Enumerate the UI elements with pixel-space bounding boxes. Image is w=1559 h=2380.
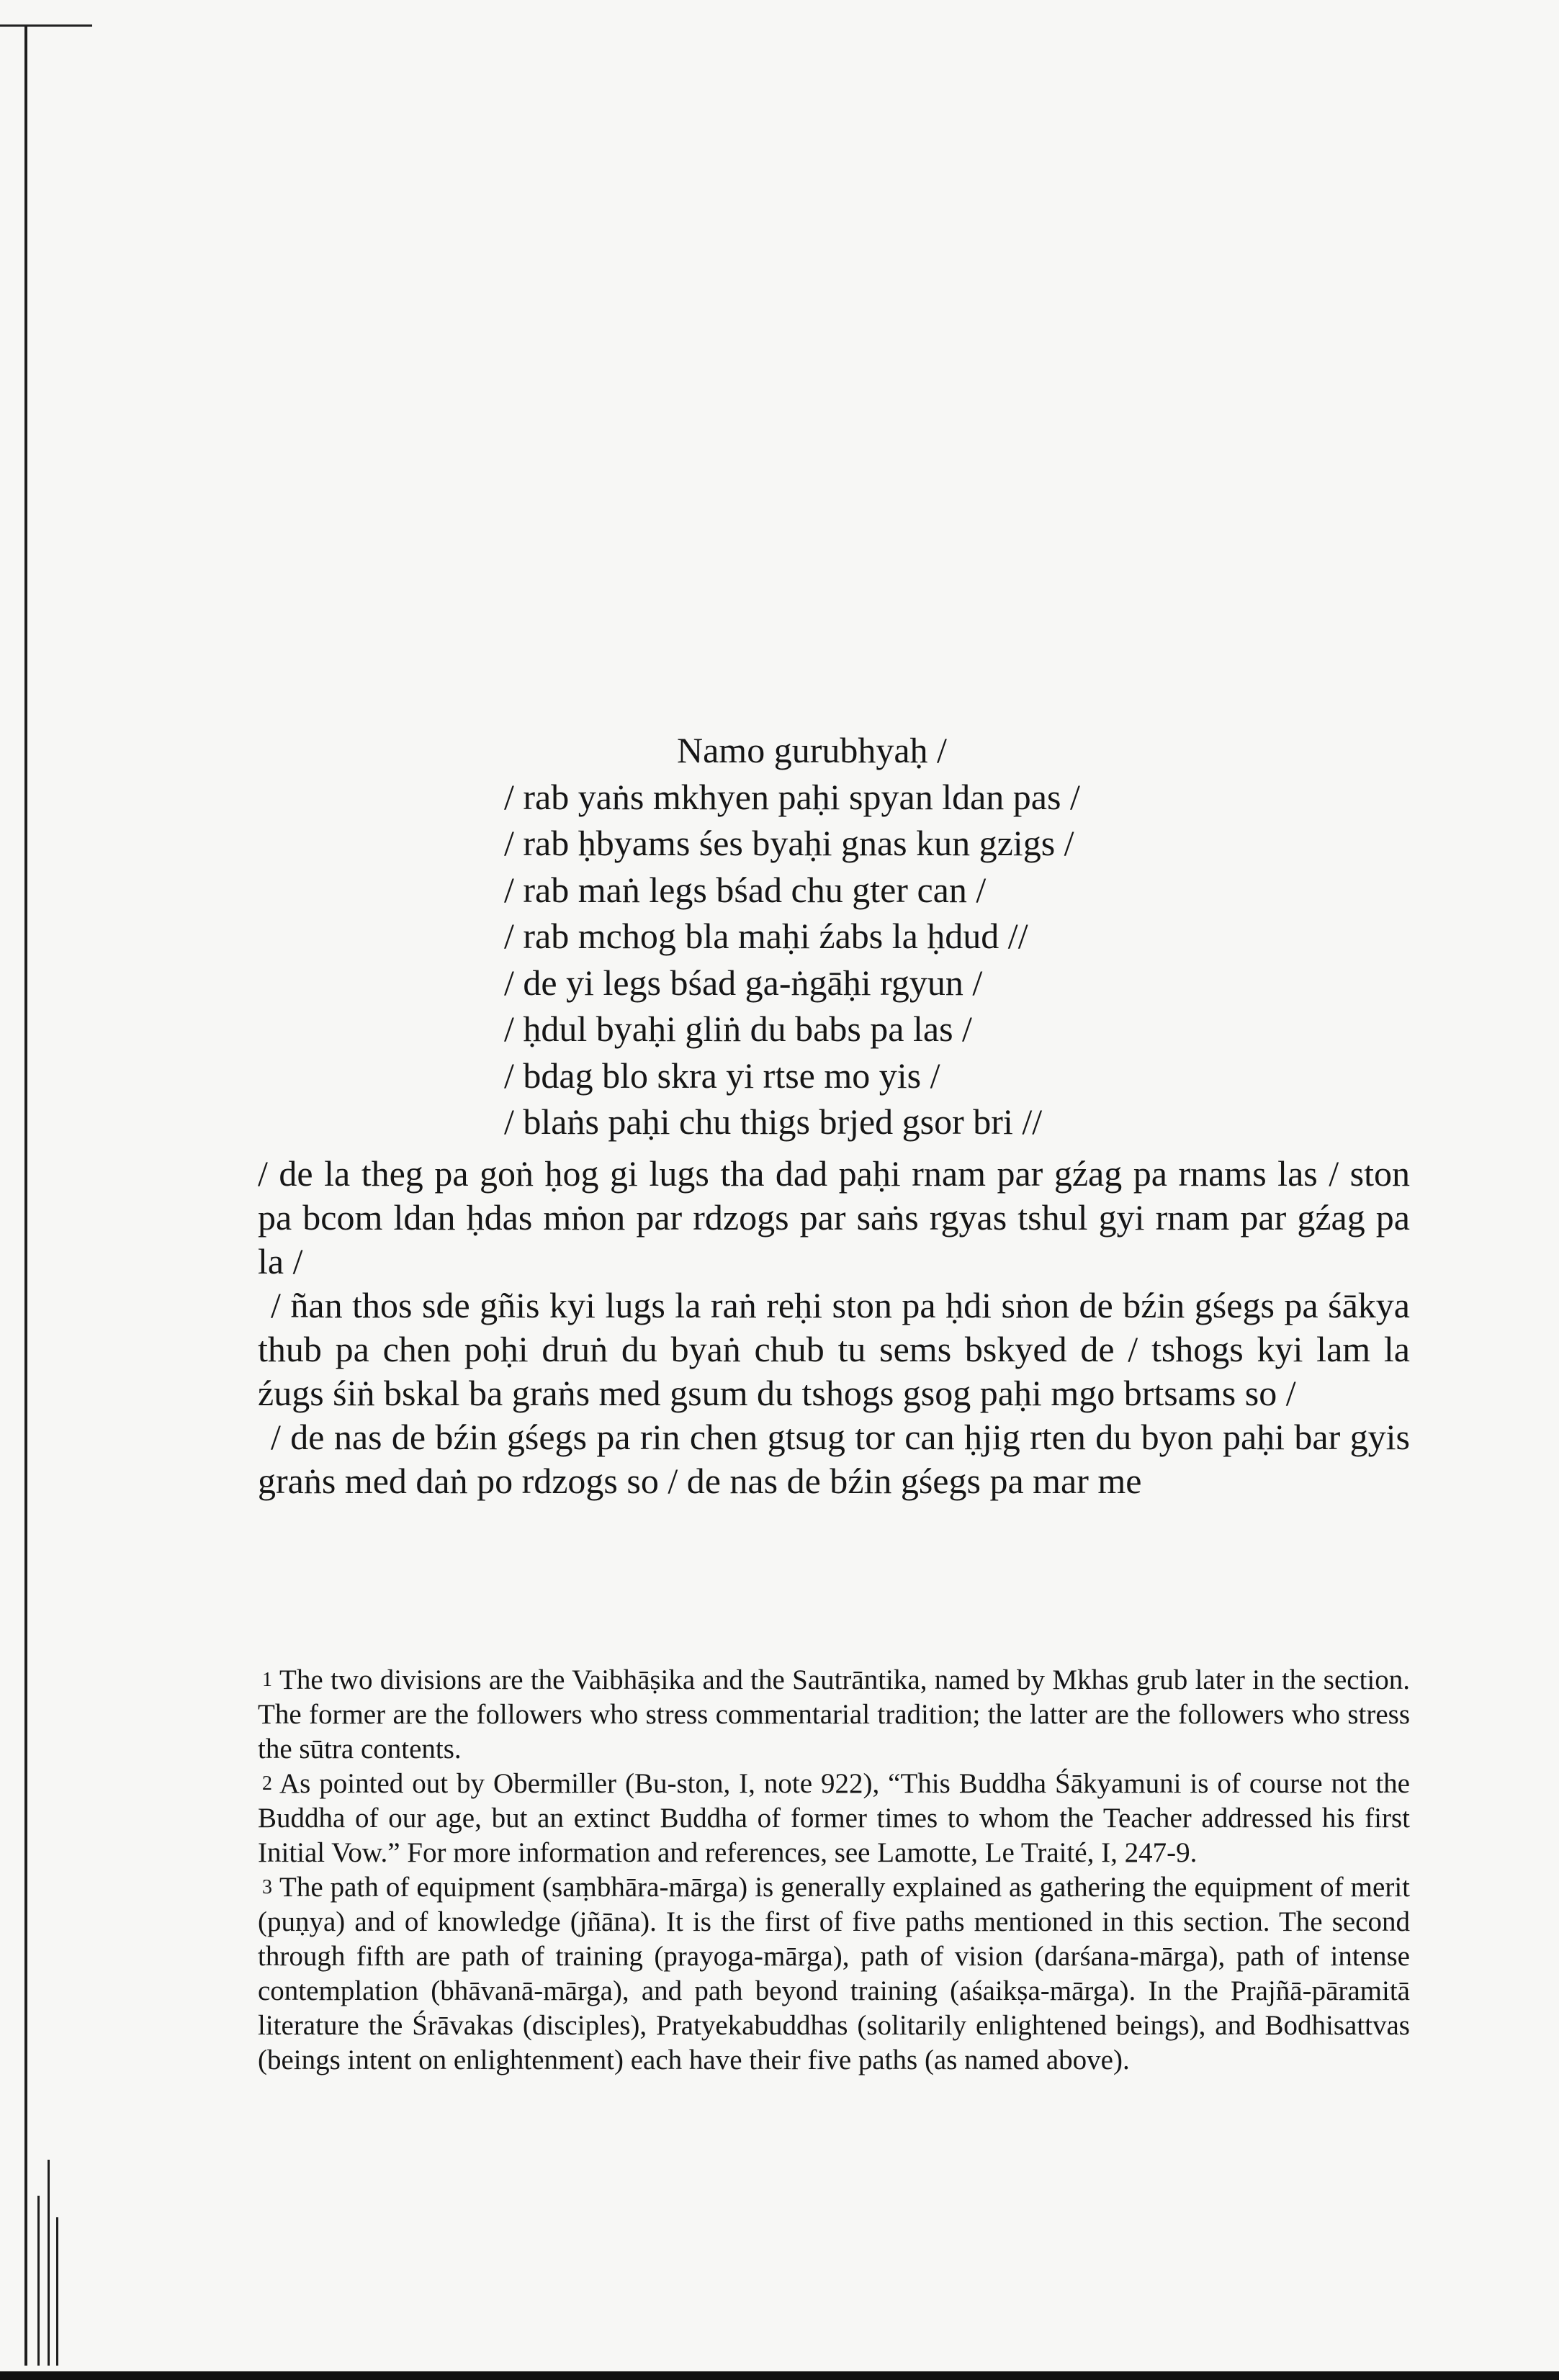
footnote-text: As pointed out by Obermiller (Bu-ston, I, note 922), “This Buddha Śākyamuni is of course not the Buddha of our age, but an extinct Buddha of former times to whom the Teacher addressed his first Initial Vow.” For more information and references, see Lamotte, Le Traité, I, 247-9. xyxy=(258,1768,1410,1868)
page-edge-rule xyxy=(0,24,92,27)
verse-line: / bdag blo skra yi rtse mo yis / xyxy=(504,1055,940,1096)
verse-line: / rab ḥbyams śes byaḥi gnas kun gzigs / xyxy=(504,823,1074,863)
footnote-marker: 3 xyxy=(262,1876,272,1898)
prose-paragraph: / ñan thos sde gñis kyi lugs la raṅ reḥi ston pa ḥdi sṅon de bźin gśegs pa śākya thub pa chen poḥi druṅ du byaṅ chub tu sems bskyed de / tshogs kyi lam la źugs śiṅ bskal ba graṅs med gsum du tshogs gsog paḥi mgo brtsams so / xyxy=(258,1285,1410,1413)
footnote-text: The path of equipment (saṃbhāra-mārga) is generally explained as gathering the equipment of merit (puṇya) and of knowledge (jñāna). It is the first of five paths mentioned in this section. The second through fifth are path of training (prayoga-mārga), path of vision (darśana-mārga), path of intense contemplation (bhāvanā-mārga), and path beyond training (aśaikṣa-mārga). In the Prajñā-pāramitā literature the Śrāvakas (disciples), Pratyekabuddhas (solitarily enlightened beings), and Bodhisattvas (beings intent on enlightenment) each have their five paths (as named above). xyxy=(258,1872,1410,2075)
footnote-text: The two divisions are the Vaibhāṣika and the Sautrāntika, named by Mkhas grub later in the section. The former are the followers who stress commentarial tradition; the latter are the followers who stress the sūtra contents. xyxy=(258,1664,1410,1764)
verse-line: / rab yaṅs mkhyen paḥi spyan ldan pas / xyxy=(504,776,1080,817)
footnote-marker: 2 xyxy=(262,1772,272,1795)
scan-bottom-border xyxy=(0,2371,1559,2380)
verse-line: / ḥdul byaḥi gliṅ du babs pa las / xyxy=(504,1009,972,1049)
verse-line: / de yi legs bśad ga-ṅgāḥi rgyun / xyxy=(504,962,983,1003)
prose-paragraph: / de nas de bźin gśegs pa rin chen gtsug tor can ḥjig rten du byon paḥi bar gyis graṅs med daṅ po rdzogs so / de nas de bźin gśegs pa mar me xyxy=(258,1417,1410,1501)
prose-paragraph: / de la theg pa goṅ ḥog gi lugs tha dad paḥi rnam par gźag pa rnams las / ston pa bcom ldan ḥdas mṅon par rdzogs par saṅs rgyas tshul gyi rnam par gźag pa la / xyxy=(258,1153,1410,1281)
verse-block xyxy=(504,727,1224,1145)
verse-line: / blaṅs paḥi chu thigs brjed gsor bri // xyxy=(504,1101,1043,1142)
verse-line: / rab maṅ legs bśad chu gter can / xyxy=(504,869,987,910)
footnote xyxy=(258,1870,1410,2078)
verse-line: / rab mchog bla maḥi źabs la ḥdud // xyxy=(504,916,1028,956)
footnote xyxy=(258,1767,1410,1870)
binding-edge-line xyxy=(24,26,27,2366)
binding-edge-line xyxy=(37,2196,40,2366)
binding-edge-line xyxy=(48,2160,50,2366)
footnote xyxy=(258,1663,1410,1767)
footnote-marker: 1 xyxy=(262,1669,272,1691)
footnotes xyxy=(258,1663,1410,2078)
prose-block xyxy=(258,1152,1410,1503)
verse-title: Namo gurubhyaḥ / xyxy=(677,730,947,770)
binding-edge-line xyxy=(56,2217,58,2366)
